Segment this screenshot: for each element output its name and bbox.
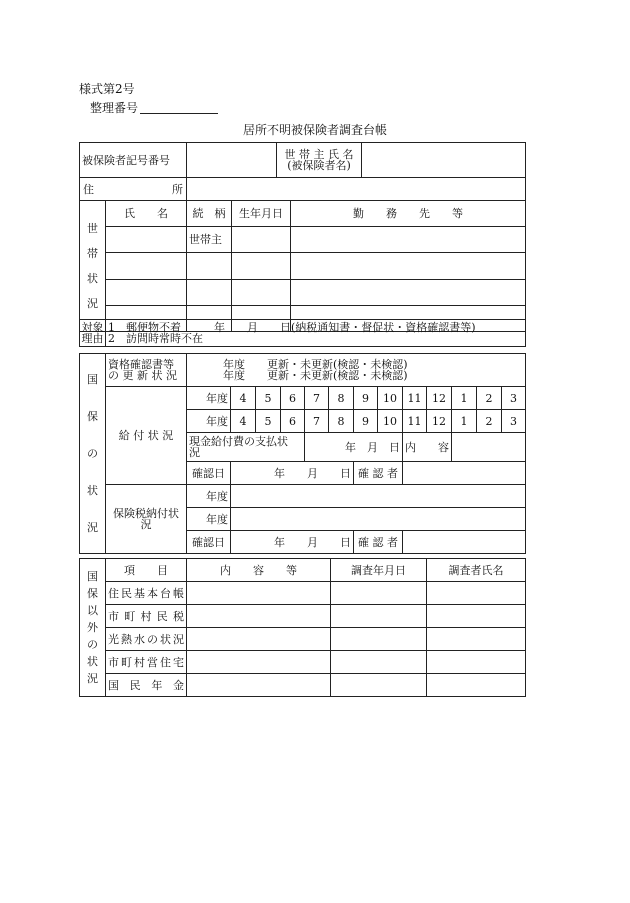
tax-nendo-label: 年度 — [187, 485, 231, 508]
month-cell[interactable]: 12 — [427, 387, 452, 410]
address-label-a: 住 — [83, 182, 94, 196]
other-content-cell[interactable] — [187, 628, 331, 651]
tax-confirm-date-value[interactable]: 年 月 日 — [231, 531, 354, 554]
cert-renewal-status — [187, 354, 526, 387]
reason-table — [79, 319, 526, 347]
cash-label-line1: 現金給付費の支払状 — [189, 435, 288, 448]
other-row — [80, 605, 526, 628]
other-date-cell[interactable] — [331, 674, 427, 697]
other-content-cell[interactable] — [187, 674, 331, 697]
cash-content-cell[interactable] — [452, 433, 526, 462]
reason-label-line2: 理由 — [81, 332, 104, 345]
cash-label-line2: 況 — [189, 446, 200, 459]
other-investigator-cell[interactable] — [427, 628, 526, 651]
household-name-cell[interactable] — [106, 253, 187, 279]
month-cell[interactable]: 2 — [477, 410, 502, 433]
other-side-char: 保 — [87, 586, 98, 600]
other-side-char: 外 — [87, 620, 98, 634]
month-cell[interactable]: 6 — [281, 387, 305, 410]
other-date-cell[interactable] — [331, 651, 427, 674]
tax-nendo-cell[interactable] — [231, 485, 526, 508]
tax-confirmer-label: 確 認 者 — [354, 531, 403, 554]
other-row — [80, 582, 526, 605]
month-cell[interactable]: 9 — [354, 387, 378, 410]
other-date-cell[interactable] — [331, 628, 427, 651]
reason-line-visit: 2 訪問時常時不在 — [108, 332, 203, 345]
household-name-cell[interactable] — [106, 279, 187, 305]
other-item-label: 市町村民税 — [106, 605, 187, 628]
kokuho-side-char: 状 — [87, 484, 98, 498]
kokuho-side-char: 国 — [87, 372, 98, 386]
tax-nendo-cell[interactable] — [231, 508, 526, 531]
form-number: 様式第2号 — [79, 82, 135, 96]
benefit-status-label: 給 付 状 況 — [106, 387, 187, 485]
other-side-label — [80, 559, 106, 697]
month-cell[interactable]: 4 — [231, 387, 256, 410]
household-row — [80, 253, 526, 279]
tax-confirmer-cell[interactable] — [403, 531, 526, 554]
household-row — [80, 279, 526, 305]
kokuho-table — [79, 353, 526, 554]
household-relation-cell[interactable] — [187, 279, 232, 305]
other-item-label: 光熱水の状況 — [106, 628, 187, 651]
household-name-cell[interactable] — [106, 227, 187, 253]
household-relation-cell[interactable] — [187, 253, 232, 279]
month-cell[interactable]: 11 — [403, 410, 427, 433]
reference-number-label: 整理番号 — [90, 101, 139, 115]
month-cell[interactable]: 10 — [378, 410, 403, 433]
other-investigator-cell[interactable] — [427, 674, 526, 697]
insured-number-cell[interactable] — [187, 143, 277, 178]
other-col-content: 内 容 等 — [187, 559, 331, 582]
cash-content-label: 内 容 — [403, 433, 452, 462]
month-cell[interactable]: 3 — [502, 410, 526, 433]
other-investigator-cell[interactable] — [427, 605, 526, 628]
cert-label-line2: の 更 新 状 況 — [108, 369, 177, 382]
household-side-char: 世 — [87, 222, 98, 235]
other-item-label: 国民年金 — [106, 674, 187, 697]
household-birthdate-cell[interactable] — [232, 227, 291, 253]
address-table — [79, 177, 526, 201]
month-cell[interactable]: 2 — [477, 387, 502, 410]
other-side-char: の — [87, 638, 98, 652]
tax-nendo-label: 年度 — [187, 508, 231, 531]
address-cell[interactable] — [187, 178, 526, 201]
other-status-table — [79, 558, 526, 697]
other-row — [80, 651, 526, 674]
month-cell[interactable]: 7 — [305, 387, 329, 410]
reason-label — [80, 320, 106, 347]
month-cell[interactable]: 8 — [329, 387, 354, 410]
household-side-char: 帯 — [87, 247, 98, 260]
householder-relation-cell: 世帯主 — [187, 227, 232, 253]
cash-benefit-label — [187, 433, 305, 462]
kokuho-side-char: 況 — [87, 521, 98, 535]
reason-content — [106, 320, 526, 347]
document-title: 居所不明被保険者調査台帳 — [242, 123, 387, 137]
address-label — [80, 178, 187, 201]
cash-benefit-date[interactable]: 年 月 日 — [305, 433, 403, 462]
reason-line-mail: 1 郵便物不着 年 月 日(納税通知書・督促状・資格確認書等) — [108, 321, 476, 334]
month-cell[interactable]: 1 — [452, 410, 477, 433]
other-side-char: 況 — [87, 672, 98, 686]
benefit-confirm-date-value[interactable]: 年 月 日 — [231, 462, 354, 485]
other-investigator-cell[interactable] — [427, 582, 526, 605]
insured-info-table — [79, 142, 526, 178]
household-row — [80, 227, 526, 253]
household-work-cell[interactable] — [291, 279, 526, 305]
kokuho-side-char: の — [87, 446, 98, 460]
month-cell[interactable]: 5 — [256, 387, 281, 410]
month-cell[interactable]: 8 — [329, 410, 354, 433]
household-work-cell[interactable] — [291, 253, 526, 279]
household-side-char: 況 — [87, 297, 98, 310]
cert-status-line: 年度 更新・未更新(検認・未検認) — [223, 369, 408, 382]
household-birthdate-cell[interactable] — [232, 279, 291, 305]
kokuho-side-label — [80, 354, 106, 554]
household-col-name: 氏 名 — [106, 201, 187, 227]
other-date-cell[interactable] — [331, 605, 427, 628]
benefit-nendo-label: 年度 — [187, 410, 231, 433]
other-col-date: 調査年月日 — [331, 559, 427, 582]
other-item-label: 住民基本台帳 — [106, 582, 187, 605]
month-cell[interactable]: 9 — [354, 410, 378, 433]
household-birthdate-cell[interactable] — [232, 253, 291, 279]
month-cell[interactable]: 6 — [281, 410, 305, 433]
month-cell[interactable]: 7 — [305, 410, 329, 433]
cert-renewal-label — [106, 354, 187, 387]
cert-label-line1: 資格確認書等 — [108, 358, 174, 371]
householder-label-line2: (被保険者名) — [287, 159, 351, 172]
household-side-label — [80, 201, 106, 332]
household-table — [79, 200, 526, 332]
month-cell[interactable]: 11 — [403, 387, 427, 410]
tax-confirm-date-label: 確認日 — [187, 531, 231, 554]
other-content-cell[interactable] — [187, 651, 331, 674]
other-side-char: 以 — [87, 603, 98, 617]
month-cell[interactable]: 12 — [427, 410, 452, 433]
reason-label-line1: 対象 — [81, 321, 104, 334]
other-col-item: 項 目 — [106, 559, 187, 582]
household-work-cell[interactable] — [291, 227, 526, 253]
household-col-relation: 続 柄 — [187, 201, 232, 227]
other-side-char: 状 — [87, 655, 98, 669]
benefit-nendo-label: 年度 — [187, 387, 231, 410]
householder-label-line1: 世 帯 主 氏 名 — [284, 148, 354, 161]
reference-number-line — [140, 113, 218, 114]
month-cell[interactable]: 1 — [452, 387, 477, 410]
kokuho-side-char: 保 — [87, 409, 98, 423]
benefit-confirmer-label: 確 認 者 — [354, 462, 403, 485]
tax-payment-label — [106, 485, 187, 554]
other-content-cell[interactable] — [187, 582, 331, 605]
month-cell[interactable]: 3 — [502, 387, 526, 410]
other-content-cell[interactable] — [187, 605, 331, 628]
other-col-investigator: 調査者氏名 — [427, 559, 526, 582]
month-cell[interactable]: 4 — [231, 410, 256, 433]
benefit-confirmer-cell[interactable] — [403, 462, 526, 485]
other-date-cell[interactable] — [331, 582, 427, 605]
other-side-char: 国 — [87, 569, 98, 583]
householder-name-label — [277, 143, 362, 178]
insured-number-label: 被保険者記号番号 — [80, 143, 187, 178]
tax-label-line1: 保険税納付状 — [113, 507, 179, 520]
household-side-char: 状 — [87, 272, 98, 285]
household-col-work: 勤 務 先 等 — [291, 201, 526, 227]
benefit-confirm-date-label: 確認日 — [187, 462, 231, 485]
household-col-birthdate: 生年月日 — [232, 201, 291, 227]
other-row — [80, 628, 526, 651]
other-item-label: 市町村営住宅 — [106, 651, 187, 674]
month-cell[interactable]: 10 — [378, 387, 403, 410]
householder-name-cell[interactable] — [362, 143, 526, 178]
address-label-b: 所 — [172, 182, 183, 196]
other-row — [80, 674, 526, 697]
cert-status-line: 年度 更新・未更新(検認・未検認) — [223, 358, 408, 371]
tax-label-line2: 況 — [140, 518, 152, 531]
other-investigator-cell[interactable] — [427, 651, 526, 674]
month-cell[interactable]: 5 — [256, 410, 281, 433]
